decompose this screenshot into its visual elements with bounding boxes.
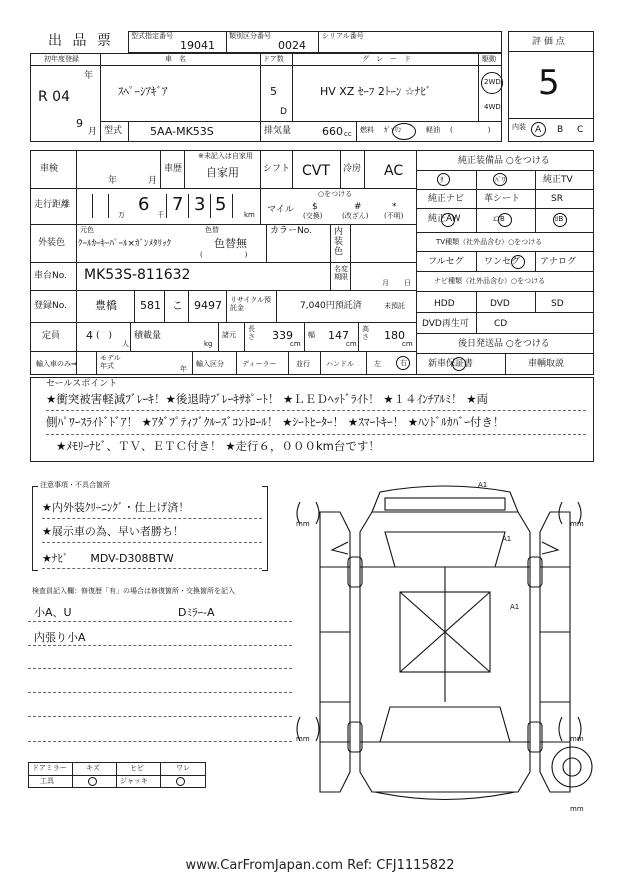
legend-jack: ジャッキ bbox=[120, 777, 148, 785]
capacity-value: 4 bbox=[86, 329, 93, 342]
registration-area: 豊橋 bbox=[95, 299, 117, 312]
interior-c: C bbox=[577, 125, 584, 135]
nav-1-1: HDD bbox=[434, 299, 455, 309]
drive-label: 駆動 bbox=[482, 55, 496, 63]
legend-break: ワレ bbox=[176, 764, 190, 772]
ac-value: AC bbox=[384, 163, 404, 179]
first-reg-month-unit: 月 bbox=[88, 127, 98, 137]
tv-header: TV種類（社外品含む）○をつける bbox=[436, 238, 543, 246]
mile-tamper: (改ざん) bbox=[342, 212, 369, 220]
length-label: 長さ bbox=[248, 325, 255, 341]
registration-label: 登録No. bbox=[34, 301, 67, 311]
first-reg-label: 初年度登録 bbox=[44, 55, 79, 63]
original-color-value: ｸｰﾙｶｰｷｰﾊﾟｰﾙ×ｶﾞﾝﾒﾀﾘｯｸ bbox=[78, 239, 172, 249]
recycle-unpaid: 未預託 bbox=[384, 302, 405, 310]
paint-label: 色替 bbox=[205, 226, 219, 234]
equip-2-3: SR bbox=[551, 194, 563, 204]
equip-1-2: ﾊﾟﾜ bbox=[495, 176, 506, 184]
mileage-digit-4: 5 bbox=[215, 194, 227, 215]
interior-b: B bbox=[557, 125, 564, 135]
width-cm: cm bbox=[346, 340, 357, 348]
equip-1-1: ｻ bbox=[440, 176, 444, 184]
shaken-label: 車検 bbox=[40, 164, 59, 174]
import-dealer: ディーラー bbox=[242, 360, 277, 368]
equip-2-1: 純正ナビ bbox=[428, 194, 465, 204]
interior-a: A bbox=[535, 125, 542, 135]
import-parallel: 並行 bbox=[296, 360, 310, 368]
legend-scratch: キズ bbox=[86, 764, 100, 772]
mm-label-5: mm bbox=[570, 805, 584, 813]
paint-value: 色替無 bbox=[214, 237, 247, 250]
mile-unknown: (不明) bbox=[384, 212, 404, 220]
cc-unit: cc bbox=[344, 130, 352, 138]
mileage-digit-2: 7 bbox=[172, 194, 184, 215]
car-name-label: 車 名 bbox=[165, 55, 186, 63]
category-label: 類別区分番号 bbox=[229, 32, 271, 40]
grade-label: グ レ ー ド bbox=[362, 55, 411, 63]
mileage-sen: 千 bbox=[157, 211, 164, 219]
send-1: 新車保証書 bbox=[428, 359, 474, 369]
mileage-km: km bbox=[244, 211, 255, 219]
legend-crack: ヒビ bbox=[130, 764, 144, 772]
mile-circle-note: ○をつける bbox=[318, 190, 353, 198]
car-damage-diagram bbox=[290, 472, 610, 817]
height-label: 高さ bbox=[362, 325, 369, 341]
handle-left: 左 bbox=[374, 360, 381, 368]
width-value: 147 bbox=[328, 329, 349, 342]
notes-line-1: ★内外装ｸﾘｰﾆﾝｸﾞ・仕上げ済！ bbox=[42, 501, 190, 514]
car-name: ｽﾍﾟｰｼｱｷﾞｱ bbox=[118, 85, 168, 98]
sales-line-1: ★衝突被害軽減ﾌﾞﾚｰｷ！★後退時ﾌﾞﾚｰｷｻﾎﾟｰﾄ！ ★ＬＥＤﾍｯﾄﾞﾗｲﾄ！ ★１４ｲﾝﾁｱﾙﾐ！ ★両 bbox=[46, 392, 489, 406]
equip-3-1: 純正AW bbox=[428, 214, 461, 224]
notes-label: 注意事項・不具合箇所 bbox=[40, 481, 110, 489]
name-change-day: 日 bbox=[404, 279, 411, 287]
mileage-man: 万 bbox=[118, 211, 125, 219]
doors-value: 5 bbox=[270, 85, 277, 98]
usage-note: ※未記入は自家用 bbox=[198, 152, 253, 160]
chassis-label: 車台No. bbox=[34, 271, 67, 281]
color-no-label: カラーNo. bbox=[270, 226, 312, 236]
registration-kana: こ bbox=[172, 299, 183, 312]
mm-label-1: mm bbox=[296, 520, 310, 528]
category-number: 0024 bbox=[278, 39, 306, 52]
footer-watermark: www.CarFromJapan.com Ref: CFJ1115822 bbox=[185, 858, 455, 873]
import-type-label: 輸入区分 bbox=[196, 360, 224, 368]
chassis-value: MK53S-811632 bbox=[84, 267, 191, 283]
recycle-value: 7,040円預託済 bbox=[300, 301, 362, 311]
sales-line-2: 側ﾊﾟﾜｰｽﾗｲﾄﾞﾄﾞｱ！ ★ｱﾀﾞﾌﾟﾃｨﾌﾞｸﾙｰｽﾞｺﾝﾄﾛｰﾙ！ ★ｼｰﾄﾋｰﾀｰ！ ★ｽﾏｰﾄｷｰ！ ★ﾊﾝﾄﾞﾙｶﾊﾞｰ付き！ bbox=[46, 415, 505, 429]
mm-label-4: mm bbox=[570, 735, 584, 743]
shift-value: CVT bbox=[302, 163, 330, 179]
fuel-bracket: ( ) bbox=[450, 126, 491, 134]
original-color-label: 元色 bbox=[80, 226, 94, 234]
length-value: 339 bbox=[272, 329, 293, 342]
mm-label-3: mm bbox=[296, 735, 310, 743]
model-number: 19041 bbox=[180, 39, 215, 52]
inspector-line-1b: Dﾐﾗｰ-A bbox=[178, 606, 215, 619]
shaken-month-unit: 月 bbox=[148, 176, 158, 186]
mile-unknown-sym: * bbox=[392, 202, 397, 212]
capacity-label: 定員 bbox=[42, 331, 61, 341]
displacement-label: 排気量 bbox=[264, 126, 292, 136]
first-reg-year-unit: 年 bbox=[84, 71, 94, 81]
model-year-label: モデル年式 bbox=[100, 354, 121, 371]
mileage-label: 走行距離 bbox=[34, 200, 71, 210]
legend-door-mirror: ドアミラー bbox=[32, 764, 67, 772]
registration-class: 581 bbox=[140, 299, 161, 312]
height-value: 180 bbox=[384, 329, 405, 342]
equip-3-2: ｴｱB bbox=[493, 215, 505, 223]
nav-2-2: CD bbox=[494, 319, 508, 329]
damage-mark-top: A1 bbox=[478, 481, 488, 489]
doors-suffix: D bbox=[280, 107, 287, 117]
sales-line-3: ★ﾒﾓﾘｰﾅﾋﾞ、ＴＶ、ＥＴＣ付き！ ★走行６，０００km台です！ bbox=[56, 439, 380, 453]
notes-line-3: ★ﾅﾋﾞ MDV-D308BTW bbox=[42, 552, 174, 565]
send-2: 車輌取説 bbox=[528, 359, 565, 369]
height-cm: cm bbox=[402, 340, 413, 348]
mileage-digit-1: 6 bbox=[138, 194, 150, 215]
capacity-paren: ( ) bbox=[96, 331, 113, 341]
equip-header: 純正装備品 ○をつける bbox=[458, 156, 550, 166]
inspector-line-2: 内張り小A bbox=[34, 631, 86, 644]
damage-mark-side: A1 bbox=[502, 535, 512, 543]
nav-1-2: DVD bbox=[490, 299, 510, 309]
handle-right: 右 bbox=[400, 359, 407, 367]
capacity-unit: 人 bbox=[122, 340, 129, 348]
load-label: 積載量 bbox=[134, 331, 162, 341]
fuel-label: 燃料 bbox=[360, 126, 374, 134]
paint-bracket: ( ) bbox=[200, 251, 248, 259]
send-header: 後日発送品 ○をつける bbox=[458, 339, 550, 349]
mile-exchange-sym: $ bbox=[312, 202, 318, 212]
width-label: 幅 bbox=[308, 331, 315, 339]
legend-tools: 工具 bbox=[40, 777, 54, 785]
equip-2-2: 革シート bbox=[484, 194, 521, 204]
mile-label: マイル bbox=[267, 205, 294, 215]
tv-1: フルセグ bbox=[428, 257, 464, 267]
type-label: 型式 bbox=[104, 126, 123, 136]
doors-label: ドア数 bbox=[263, 55, 284, 63]
inner-color-label: 内装色 bbox=[334, 227, 344, 257]
mileage-digit-3: 3 bbox=[194, 194, 206, 215]
serial-label: シリアル番号 bbox=[322, 32, 364, 40]
displacement-value: 660 bbox=[322, 125, 343, 138]
mile-exchange: (交換) bbox=[303, 212, 323, 220]
import-label: 輸入車のみ⇒ bbox=[36, 360, 77, 368]
name-change-label: 名変期限 bbox=[334, 265, 348, 281]
recycle-label: リサイクル預託金 bbox=[230, 296, 272, 313]
type-value: 5AA-MK53S bbox=[150, 125, 214, 138]
nav-header: ナビ種類（社外品含む）○をつける bbox=[434, 277, 546, 285]
mile-tamper-sym: # bbox=[354, 202, 362, 212]
model-year-unit: 年 bbox=[180, 365, 187, 373]
length-cm: cm bbox=[290, 340, 301, 348]
score-value: 5 bbox=[538, 63, 560, 103]
equip-1-3: 純正TV bbox=[543, 175, 573, 185]
drive-4wd: 4WD bbox=[484, 103, 501, 111]
usage-label: 車歴 bbox=[164, 164, 183, 174]
interior-label: 内装 bbox=[512, 123, 526, 131]
fuel-light: 軽油 bbox=[426, 126, 440, 134]
name-change-month: 月 bbox=[382, 279, 389, 287]
dims-label: 諸元 bbox=[222, 331, 236, 339]
usage-value: 自家用 bbox=[206, 166, 239, 179]
tv-3: アナログ bbox=[540, 257, 577, 267]
registration-number: 9497 bbox=[194, 299, 222, 312]
color-label: 外装色 bbox=[38, 238, 66, 248]
nav-2-1: DVD再生可 bbox=[422, 319, 469, 329]
tv-2: ワンセグ bbox=[484, 257, 521, 267]
model-number-label: 型式指定番号 bbox=[131, 32, 173, 40]
page-title: 出 品 票 bbox=[48, 33, 114, 49]
inspector-label: 検査員記入欄：修復歴「有」の場合は修復箇所・交換箇所を記入 bbox=[32, 587, 235, 595]
grade-value: HV XZ ｾｰﾌ 2ﾄｰﾝ ☆ﾅﾋﾞ bbox=[320, 85, 432, 98]
first-reg-month: 9 bbox=[76, 117, 83, 130]
load-kg: kg bbox=[204, 340, 213, 348]
shaken-year-unit: 年 bbox=[108, 176, 118, 186]
handle-label: ハンドル bbox=[326, 360, 354, 368]
equip-3-3: ﾛB bbox=[555, 215, 564, 223]
fuel-gas: ｶﾞｿﾘﾝ bbox=[384, 126, 402, 134]
drive-2wd: 2WD bbox=[484, 78, 501, 86]
damage-mark-mid: A1 bbox=[510, 603, 520, 611]
notes-line-2: ★展示車の為、早い者勝ち！ bbox=[42, 525, 184, 538]
first-reg-era: R 04 bbox=[38, 89, 70, 105]
inspector-line-1a: 小A、U bbox=[34, 606, 72, 619]
ac-label: 冷房 bbox=[343, 164, 362, 174]
shift-label: シフト bbox=[263, 164, 291, 174]
nav-1-3: SD bbox=[551, 299, 564, 309]
mm-label-2: mm bbox=[570, 520, 584, 528]
score-label: 評 価 点 bbox=[532, 37, 565, 47]
sales-label: セールスポイント bbox=[46, 379, 118, 389]
